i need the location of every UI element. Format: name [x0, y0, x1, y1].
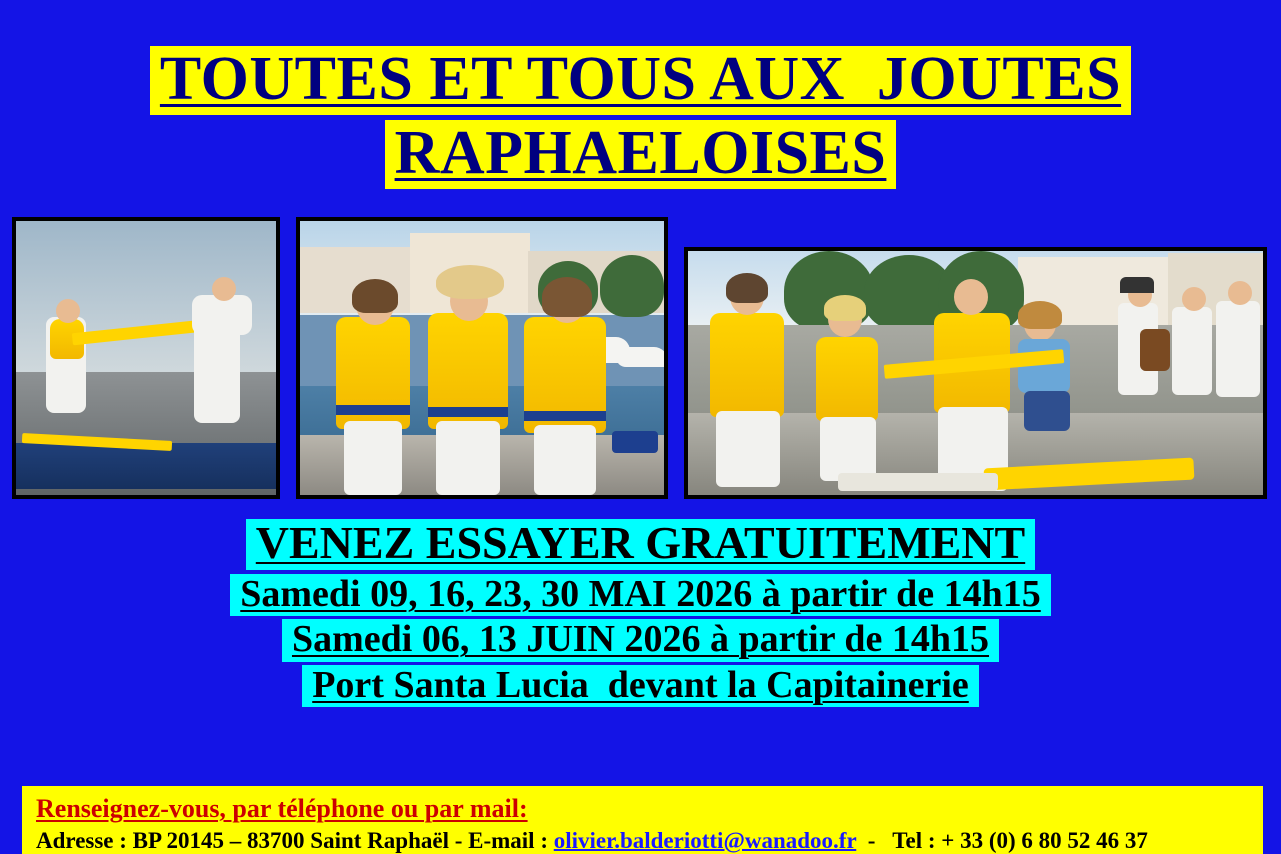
- contact-separator: -: [856, 828, 893, 853]
- phone-number: Tel : + 33 (0) 6 80 52 46 37: [892, 828, 1148, 853]
- title-line-1: TOUTES ET TOUS AUX JOUTES: [150, 46, 1131, 115]
- poster-title: [0, 0, 1281, 189]
- contact-prompt: Renseignez-vous, par téléphone ou par mail:: [36, 794, 528, 823]
- email-link[interactable]: olivier.balderiotti@wanadoo.fr: [553, 828, 857, 853]
- footer-contact: [22, 786, 1263, 854]
- address-label: Adresse : BP 20145 – 83700 Saint Raphaël - E-mail :: [36, 828, 554, 853]
- title-line-2: RAPHAELOISES: [385, 120, 897, 189]
- contact-details: [36, 828, 1249, 854]
- info-line-dates-may: Samedi 09, 16, 23, 30 MAI 2026 à partir de 14h15: [230, 574, 1050, 616]
- photo-maillots: [296, 217, 668, 499]
- info-line-free-trial: VENEZ ESSAYER GRATUITEMENT: [246, 519, 1035, 570]
- photo-jouteur: [12, 217, 280, 499]
- info-block: [0, 519, 1281, 707]
- info-line-location: Port Santa Lucia devant la Capitainerie: [302, 665, 979, 707]
- photo-essai-enfants: [684, 247, 1267, 499]
- info-line-dates-june: Samedi 06, 13 JUIN 2026 à partir de 14h15: [282, 619, 999, 661]
- photo-strip: [0, 215, 1281, 505]
